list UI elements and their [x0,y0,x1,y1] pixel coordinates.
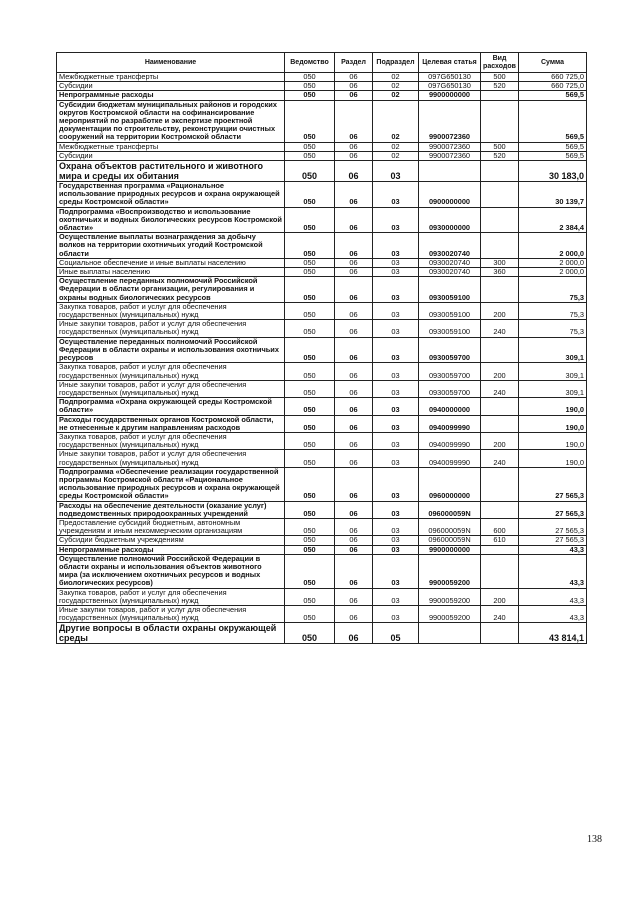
table-row [57,277,587,303]
cell-department: 050 [285,320,335,337]
table-row [57,450,587,467]
table-row [57,605,587,622]
cell-section: 06 [335,518,373,535]
cell-amount: 43 814,1 [519,623,587,644]
cell-target-article: 0930059700 [419,337,481,363]
cell-amount: 43,3 [519,588,587,605]
cell-department: 050 [285,100,335,142]
cell-name: Иные закупки товаров, работ и услуг для обеспечения государственных (муниципальных) нужд [57,380,285,397]
cell-target-article: 0940099990 [419,415,481,432]
cell-target-article: 9900059200 [419,554,481,588]
cell-section: 06 [335,91,373,100]
cell-section: 06 [335,268,373,277]
cell-expense-type [481,277,519,303]
table-row [57,207,587,233]
cell-section: 06 [335,151,373,160]
cell-subsection: 03 [373,207,419,233]
cell-target-article: 9900059200 [419,605,481,622]
cell-subsection: 02 [373,91,419,100]
cell-expense-type [481,554,519,588]
cell-name: Осуществление выплаты вознаграждения за добычу волков на территории охотничьих угодий Костромской области [57,233,285,259]
table-row [57,432,587,449]
cell-expense-type [481,398,519,415]
cell-name: Государственная программа «Рациональное использование природных ресурсов и охрана окружающей среды Костромской области» [57,182,285,208]
cell-section: 06 [335,501,373,518]
cell-target-article: 0930020740 [419,258,481,267]
cell-expense-type [481,623,519,644]
cell-name: Иные выплаты населению [57,268,285,277]
table-row [57,467,587,501]
cell-name: Закупка товаров, работ и услуг для обеспечения государственных (муниципальных) нужд [57,432,285,449]
table-row [57,258,587,267]
cell-section: 06 [335,536,373,545]
cell-subsection: 05 [373,623,419,644]
cell-expense-type: 200 [481,363,519,380]
cell-expense-type: 240 [481,450,519,467]
cell-target-article: 0940099990 [419,450,481,467]
cell-section: 06 [335,363,373,380]
cell-amount: 190,0 [519,450,587,467]
cell-subsection: 03 [373,467,419,501]
cell-amount: 190,0 [519,415,587,432]
cell-amount: 2 000,0 [519,233,587,259]
cell-name: Межбюджетные трансферты [57,142,285,151]
cell-amount: 75,3 [519,302,587,319]
cell-target-article: 0940099990 [419,432,481,449]
cell-subsection: 03 [373,398,419,415]
cell-department: 050 [285,536,335,545]
cell-name: Непрограммные расходы [57,545,285,554]
header-name: Наименование [57,53,285,73]
cell-expense-type: 200 [481,432,519,449]
cell-department: 050 [285,554,335,588]
page-number: 138 [587,834,602,845]
cell-name: Субсидии бюджетным учреждениям [57,536,285,545]
cell-department: 050 [285,380,335,397]
cell-subsection: 02 [373,82,419,91]
cell-subsection: 03 [373,233,419,259]
header-subsection: Подраздел [373,53,419,73]
cell-name: Непрограммные расходы [57,91,285,100]
cell-target-article: 0940000000 [419,398,481,415]
cell-section: 06 [335,545,373,554]
cell-target-article: 9900072360 [419,142,481,151]
cell-target-article: 9900072360 [419,151,481,160]
cell-department: 050 [285,207,335,233]
cell-section: 06 [335,82,373,91]
cell-expense-type: 240 [481,380,519,397]
cell-department: 050 [285,161,335,182]
cell-subsection: 03 [373,363,419,380]
cell-department: 050 [285,277,335,303]
cell-name: Подпрограмма «Воспроизводство и использование охотничьих и водных биологических ресурсов Костромской области» [57,207,285,233]
cell-expense-type [481,415,519,432]
cell-amount: 190,0 [519,398,587,415]
cell-subsection: 03 [373,554,419,588]
cell-subsection: 02 [373,142,419,151]
cell-name: Подпрограмма «Охрана окружающей среды Костромской области» [57,398,285,415]
cell-subsection: 03 [373,380,419,397]
cell-expense-type: 600 [481,518,519,535]
table-row [57,320,587,337]
cell-target-article: 0930000000 [419,207,481,233]
cell-name: Иные закупки товаров, работ и услуг для обеспечения государственных (муниципальных) нужд [57,320,285,337]
cell-subsection: 03 [373,415,419,432]
cell-subsection: 03 [373,518,419,535]
table-row [57,536,587,545]
cell-amount: 309,1 [519,337,587,363]
cell-section: 06 [335,258,373,267]
cell-amount: 190,0 [519,432,587,449]
cell-expense-type: 240 [481,320,519,337]
table-row [57,518,587,535]
cell-expense-type: 520 [481,82,519,91]
cell-section: 06 [335,142,373,151]
cell-name: Другие вопросы в области охраны окружающей среды [57,623,285,644]
cell-amount: 27 565,3 [519,536,587,545]
cell-section: 06 [335,161,373,182]
cell-name: Межбюджетные трансферты [57,73,285,82]
cell-target-article [419,623,481,644]
cell-department: 050 [285,450,335,467]
cell-name: Расходы на обеспечение деятельности (оказание услуг) подведомственных природоохранных учреждений [57,501,285,518]
cell-target-article: 0930059700 [419,363,481,380]
cell-target-article: 0930059700 [419,380,481,397]
cell-expense-type [481,233,519,259]
budget-table [56,52,587,644]
cell-name: Субсидии [57,151,285,160]
cell-amount: 43,3 [519,605,587,622]
table-row [57,501,587,518]
cell-subsection: 03 [373,450,419,467]
cell-target-article: 0930020740 [419,233,481,259]
cell-section: 06 [335,432,373,449]
cell-expense-type: 500 [481,73,519,82]
cell-section: 06 [335,233,373,259]
cell-subsection: 03 [373,536,419,545]
cell-subsection: 02 [373,151,419,160]
table-row [57,91,587,100]
header-department: Ведомство [285,53,335,73]
table-row [57,142,587,151]
cell-section: 06 [335,277,373,303]
table-row [57,302,587,319]
cell-expense-type: 360 [481,268,519,277]
cell-target-article: 097G650130 [419,73,481,82]
table-row [57,82,587,91]
cell-subsection: 03 [373,302,419,319]
cell-subsection: 03 [373,182,419,208]
cell-department: 050 [285,82,335,91]
cell-name: Закупка товаров, работ и услуг для обеспечения государственных (муниципальных) нужд [57,363,285,380]
cell-department: 050 [285,91,335,100]
cell-amount: 43,3 [519,554,587,588]
cell-name: Иные закупки товаров, работ и услуг для обеспечения государственных (муниципальных) нужд [57,605,285,622]
cell-subsection: 03 [373,258,419,267]
cell-expense-type: 500 [481,142,519,151]
cell-section: 06 [335,302,373,319]
cell-name: Охрана объектов растительного и животного мира и среды их обитания [57,161,285,182]
cell-amount: 27 565,3 [519,518,587,535]
table-row [57,398,587,415]
cell-department: 050 [285,142,335,151]
cell-expense-type [481,207,519,233]
table-row [57,363,587,380]
cell-department: 050 [285,182,335,208]
cell-department: 050 [285,398,335,415]
cell-name: Осуществление полномочий Российской Федерации в области охраны и использования объектов животного мира (за исключением охотничьих ресурсов и водных биологических ресурсов) [57,554,285,588]
cell-department: 050 [285,467,335,501]
cell-amount: 309,1 [519,380,587,397]
cell-section: 06 [335,73,373,82]
cell-amount: 43,3 [519,545,587,554]
cell-amount: 569,5 [519,142,587,151]
cell-name: Иные закупки товаров, работ и услуг для обеспечения государственных (муниципальных) нужд [57,450,285,467]
cell-name: Подпрограмма «Обеспечение реализации государственной программы Костромской области «Рациональное использование природных ресурсов и охрана окружающей среды Костромской области» [57,467,285,501]
cell-name: Социальное обеспечение и иные выплаты населению [57,258,285,267]
cell-expense-type [481,467,519,501]
cell-name: Субсидии бюджетам муниципальных районов и городских округов Костромской области на софинансирование мероприятий по разработке и экспертизе проектной документации по строительству, реконструкции очистных сооружений на территории Костромской области [57,100,285,142]
cell-target-article: 096000059N [419,536,481,545]
table-row [57,588,587,605]
table-row [57,380,587,397]
cell-target-article: 0930020740 [419,268,481,277]
cell-expense-type: 300 [481,258,519,267]
cell-subsection: 03 [373,337,419,363]
cell-subsection: 03 [373,605,419,622]
table-row [57,100,587,142]
cell-name: Закупка товаров, работ и услуг для обеспечения государственных (муниципальных) нужд [57,302,285,319]
cell-name: Расходы государственных органов Костромской области, не отнесенные к другим направлениям расходов [57,415,285,432]
cell-subsection: 03 [373,545,419,554]
cell-subsection: 03 [373,268,419,277]
cell-amount: 569,5 [519,91,587,100]
cell-amount: 569,5 [519,100,587,142]
cell-subsection: 03 [373,432,419,449]
cell-target-article: 0930059100 [419,302,481,319]
cell-expense-type [481,100,519,142]
cell-expense-type [481,501,519,518]
table-body [57,73,587,644]
cell-target-article: 9900000000 [419,91,481,100]
cell-expense-type: 200 [481,588,519,605]
header-expense-type: Вид расходов [481,53,519,73]
table-row [57,268,587,277]
cell-target-article: 096000059N [419,518,481,535]
cell-department: 050 [285,605,335,622]
header-section: Раздел [335,53,373,73]
table-row [57,233,587,259]
cell-subsection: 03 [373,277,419,303]
cell-name: Осуществление переданных полномочий Российской Федерации в области охраны и использования охотничьих ресурсов [57,337,285,363]
cell-amount: 660 725,0 [519,82,587,91]
cell-department: 050 [285,501,335,518]
cell-expense-type [481,337,519,363]
cell-amount: 309,1 [519,363,587,380]
table-header-row [57,53,587,73]
cell-section: 06 [335,415,373,432]
cell-target-article: 9900072360 [419,100,481,142]
cell-department: 050 [285,432,335,449]
cell-section: 06 [335,182,373,208]
cell-section: 06 [335,398,373,415]
cell-section: 06 [335,100,373,142]
table-row [57,182,587,208]
cell-section: 06 [335,467,373,501]
cell-section: 06 [335,337,373,363]
table-row [57,73,587,82]
cell-amount: 30 183,0 [519,161,587,182]
cell-subsection: 03 [373,161,419,182]
cell-department: 050 [285,545,335,554]
table-row [57,161,587,182]
cell-section: 06 [335,207,373,233]
cell-target-article: 0930059100 [419,277,481,303]
cell-target-article: 096000059N [419,501,481,518]
cell-amount: 30 139,7 [519,182,587,208]
table-row [57,623,587,644]
cell-department: 050 [285,258,335,267]
cell-target-article: 9900059200 [419,588,481,605]
cell-name: Осуществление переданных полномочий Российской Федерации в области организации, регулирования и охраны водных биологических ресурсов [57,277,285,303]
cell-target-article: 0930059100 [419,320,481,337]
cell-section: 06 [335,554,373,588]
cell-expense-type [481,182,519,208]
cell-amount: 27 565,3 [519,501,587,518]
cell-department: 050 [285,233,335,259]
cell-target-article [419,161,481,182]
cell-section: 06 [335,380,373,397]
cell-amount: 75,3 [519,277,587,303]
cell-department: 050 [285,302,335,319]
cell-name: Субсидии [57,82,285,91]
cell-department: 050 [285,151,335,160]
cell-amount: 2 384,4 [519,207,587,233]
cell-subsection: 03 [373,588,419,605]
cell-expense-type: 610 [481,536,519,545]
cell-department: 050 [285,415,335,432]
cell-department: 050 [285,268,335,277]
cell-expense-type: 520 [481,151,519,160]
cell-section: 06 [335,605,373,622]
cell-department: 050 [285,518,335,535]
cell-department: 050 [285,73,335,82]
cell-target-article: 9900000000 [419,545,481,554]
cell-department: 050 [285,337,335,363]
cell-subsection: 03 [373,320,419,337]
header-target-article: Целевая статья [419,53,481,73]
table-row [57,545,587,554]
cell-name: Закупка товаров, работ и услуг для обеспечения государственных (муниципальных) нужд [57,588,285,605]
cell-subsection: 03 [373,501,419,518]
cell-department: 050 [285,588,335,605]
cell-target-article: 0960000000 [419,467,481,501]
cell-department: 050 [285,623,335,644]
cell-amount: 75,3 [519,320,587,337]
cell-expense-type: 240 [481,605,519,622]
cell-name: Предоставление субсидий бюджетным, автономным учреждениям и иным некоммерческим организациям [57,518,285,535]
cell-expense-type [481,161,519,182]
cell-section: 06 [335,623,373,644]
table-row [57,151,587,160]
cell-amount: 569,5 [519,151,587,160]
cell-section: 06 [335,320,373,337]
cell-amount: 2 000,0 [519,258,587,267]
cell-expense-type [481,545,519,554]
cell-target-article: 0900000000 [419,182,481,208]
cell-department: 050 [285,363,335,380]
cell-section: 06 [335,450,373,467]
cell-subsection: 02 [373,73,419,82]
cell-amount: 2 000,0 [519,268,587,277]
cell-section: 06 [335,588,373,605]
cell-amount: 660 725,0 [519,73,587,82]
cell-amount: 27 565,3 [519,467,587,501]
cell-expense-type [481,91,519,100]
cell-target-article: 097G650130 [419,82,481,91]
header-amount: Сумма [519,53,587,73]
table-row [57,554,587,588]
cell-expense-type: 200 [481,302,519,319]
table-row [57,337,587,363]
table-row [57,415,587,432]
cell-subsection: 02 [373,100,419,142]
